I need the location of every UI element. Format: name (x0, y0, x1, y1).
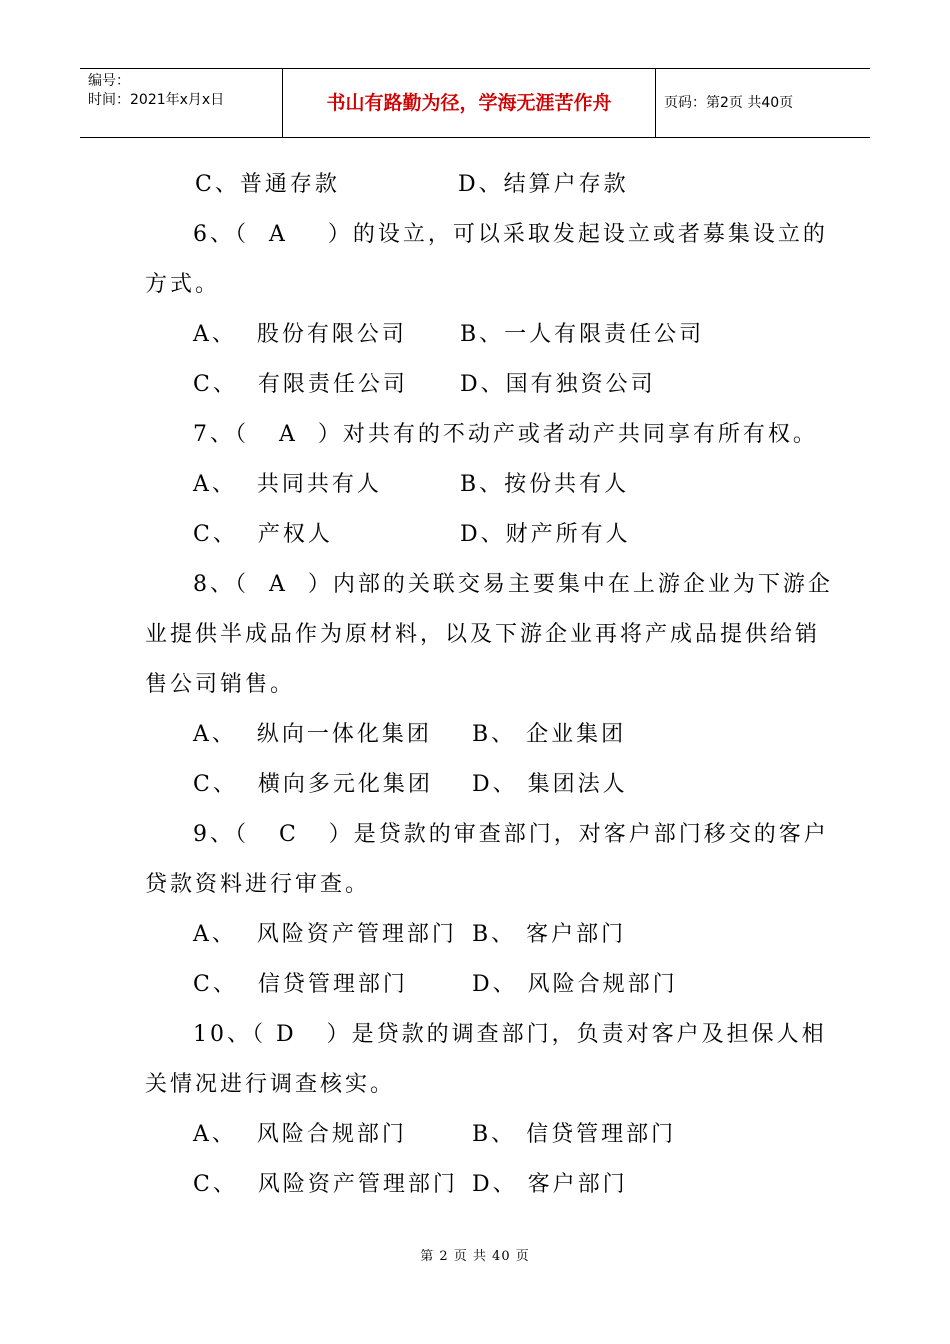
question-line: 7、（ A ）对共有的不动产或者动产共同享有所有权。 (193, 422, 818, 447)
option-line: B、一人有限责任公司 (460, 322, 705, 347)
question-line: 9、（ C ）是贷款的审查部门，对客户部门移交的客户 (193, 822, 829, 847)
option-line: C、 信贷管理部门 (193, 972, 408, 997)
option-line: D、 风险合规部门 (472, 972, 678, 997)
option-line: C、 产权人 (193, 522, 333, 547)
number-label: 编号： (88, 73, 130, 89)
option-line: A、 纵向一体化集团 (193, 722, 432, 747)
header-motto: 书山有路勤为径，学海无涯苦作舟 (283, 69, 656, 137)
question-line: 方式。 (145, 272, 221, 297)
option-line: C、 有限责任公司 (193, 372, 408, 397)
page-footer: 第 2 页 共 40 页 (420, 1249, 530, 1264)
option-line: A、 风险合规部门 (193, 1122, 407, 1147)
option-line: D、结算户存款 (458, 172, 629, 197)
option-line: C、普通存款 (195, 172, 340, 197)
question-line: 8、（ A ）内部的关联交易主要集中在上游企业为下游企 (193, 572, 833, 597)
option-line: A、 股份有限公司 (193, 322, 407, 347)
question-line: 售公司销售。 (145, 672, 296, 697)
option-line: B、 信贷管理部门 (472, 1122, 677, 1147)
option-line: D、财产所有人 (460, 522, 631, 547)
option-line: C、 横向多元化集团 (193, 772, 433, 797)
document-header (80, 68, 870, 138)
time-label: 时间：2021年x月x日 (88, 92, 225, 108)
header-page-info-cell (656, 69, 870, 137)
option-line: D、国有独资公司 (460, 372, 656, 397)
option-line: B、 企业集团 (472, 722, 627, 747)
option-line: D、 集团法人 (472, 772, 628, 797)
option-line: A、 共同共有人 (193, 472, 382, 497)
page-info: 页码：第2页 共40页 (664, 95, 794, 111)
question-line: 业提供半成品作为原材料，以及下游企业再将产成品提供给销 (145, 622, 821, 647)
question-line: 10、（ D ）是贷款的调查部门，负责对客户及担保人相 (193, 1022, 827, 1047)
option-line: A、 风险资产管理部门 (193, 922, 457, 947)
question-line: 贷款资料进行审查。 (145, 872, 371, 897)
question-line: 6、（ A ）的设立，可以采取发起设立或者募集设立的 (193, 222, 828, 247)
option-line: C、 风险资产管理部门 (193, 1172, 458, 1197)
option-line: B、 客户部门 (472, 922, 627, 947)
question-line: 关情况进行调查核实。 (145, 1072, 396, 1097)
option-line: B、按份共有人 (460, 472, 630, 497)
option-line: D、 客户部门 (472, 1172, 628, 1197)
header-meta-cell (80, 69, 283, 137)
